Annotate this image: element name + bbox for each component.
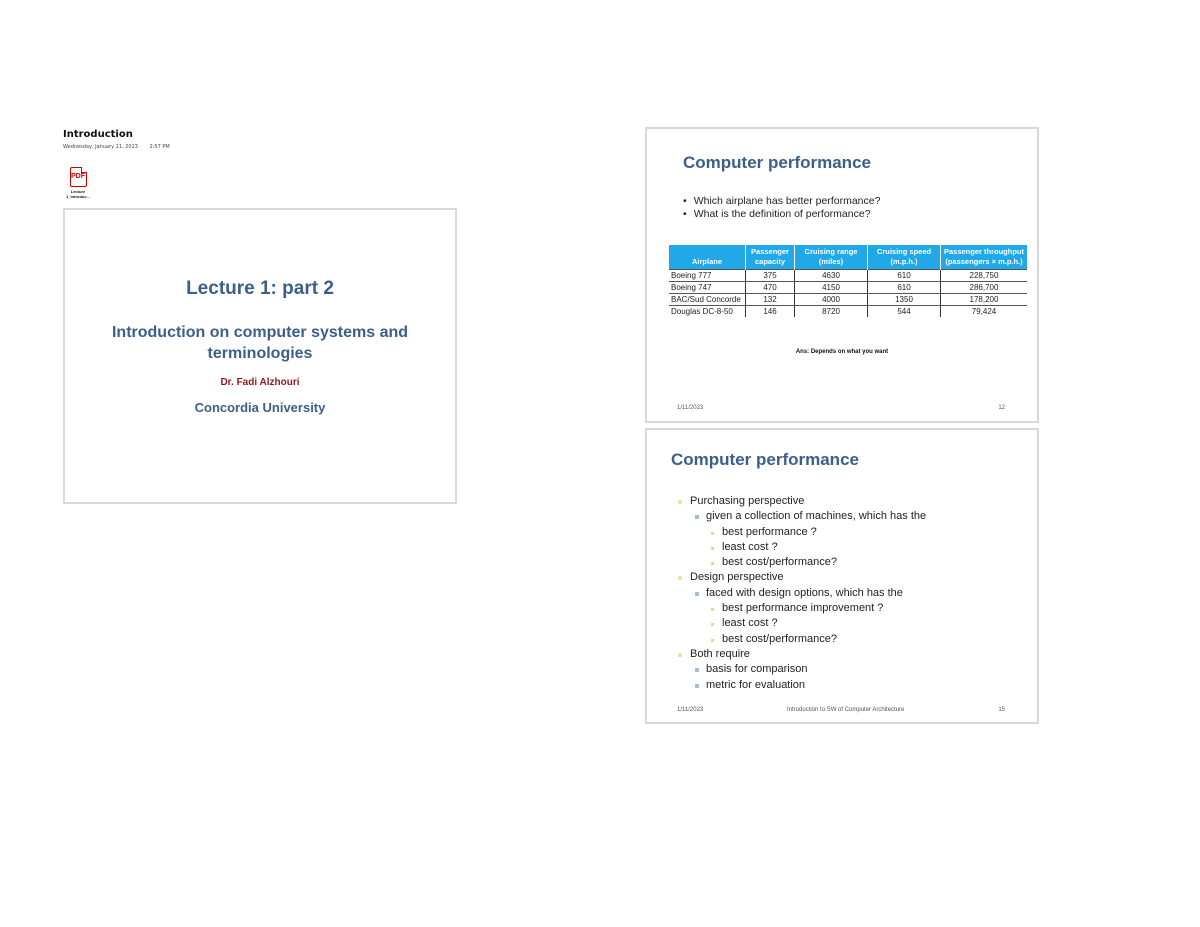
outline-text: best performance ?	[722, 525, 817, 538]
bullet-square-icon	[711, 608, 714, 611]
table-header: Passenger throughput (passengers × m.p.h.)	[941, 245, 1028, 270]
table-cell: 286,700	[941, 282, 1028, 294]
bullet-square-icon	[695, 668, 699, 672]
pdf-glyph: PDF	[71, 173, 85, 180]
table-cell: Douglas DC-8-50	[669, 306, 746, 318]
note-time: 2:57 PM	[149, 144, 170, 150]
table-cell: 178,200	[941, 294, 1028, 306]
table-row	[669, 306, 1027, 318]
table-header: Cruising range (miles)	[795, 245, 868, 270]
note-date: Wednesday, January 11, 2023	[63, 144, 138, 150]
outline-text: best cost/performance?	[722, 632, 837, 645]
slide-author: Dr. Fadi Alzhouri	[220, 377, 300, 388]
outline-item	[675, 616, 926, 631]
table-cell: 228,750	[941, 270, 1028, 282]
slide-footer-date: 1/11/2023	[677, 707, 704, 713]
table-cell: Boeing 747	[669, 282, 746, 294]
question-item: • Which airplane has better performance?	[683, 195, 880, 208]
outline-text: Purchasing perspective	[690, 495, 805, 507]
table-cell: 4150	[795, 282, 868, 294]
outline-text: best performance improvement ?	[722, 602, 884, 615]
bullet-square-icon	[711, 532, 714, 535]
table-cell: 610	[868, 270, 941, 282]
outline-text: least cost ?	[722, 617, 778, 630]
bullet-square-icon	[711, 547, 714, 550]
outline-text: Both require	[690, 647, 750, 660]
bullet-square-icon	[695, 592, 699, 596]
bullet-square-icon	[678, 576, 682, 580]
outline-text: Design perspective	[690, 571, 784, 584]
attachment-name	[63, 189, 93, 199]
table-cell: 8720	[795, 306, 868, 318]
outline-item	[675, 647, 926, 662]
table-header: Airplane	[669, 245, 746, 270]
bullet-square-icon	[711, 562, 714, 565]
outline-item	[675, 525, 926, 540]
table-header: Passenger capacity	[746, 245, 795, 270]
slide-footer-date: 1/11/2023	[677, 405, 704, 411]
slide-title: Lecture 1: part 2	[186, 278, 334, 299]
outline-item	[675, 540, 926, 555]
note-timestamp	[63, 144, 180, 150]
table-cell: BAC/Sud Concorde	[669, 294, 746, 306]
slide-page-number: 15	[998, 707, 1005, 713]
perspective-outline	[675, 494, 926, 693]
outline-item	[675, 494, 926, 509]
table-row	[669, 282, 1027, 294]
pdf-attachment[interactable]	[63, 167, 93, 199]
table-cell: 470	[746, 282, 795, 294]
table-cell: 132	[746, 294, 795, 306]
slide-page-number: 12	[998, 405, 1005, 411]
attachment-name-line1: Lecture	[70, 189, 86, 194]
answer-text: Ans: Depends on what you want	[795, 349, 889, 355]
slide-institution: Concordia University	[194, 400, 326, 415]
table-cell: 4630	[795, 270, 868, 282]
table-cell: 544	[868, 306, 941, 318]
outline-text: faced with design options, which has the	[706, 586, 903, 599]
bullet-square-icon	[678, 500, 682, 504]
outline-text: metric for evaluation	[706, 678, 806, 691]
slide-footer-course: Introduction to SW of Computer Architecture	[787, 707, 905, 713]
table-header: Cruising speed (m.p.h.)	[868, 245, 941, 270]
question-item: • What is the definition of performance?	[683, 208, 880, 221]
table-cell: 79,424	[971, 307, 997, 316]
outline-item	[675, 632, 926, 647]
airplane-table	[669, 245, 1027, 317]
outline-item	[675, 662, 926, 677]
table-cell: Boeing 777	[669, 270, 746, 282]
outline-item	[675, 586, 926, 601]
outline-text: best cost/performance?	[722, 556, 837, 569]
table-row	[669, 270, 1027, 282]
bullet-square-icon	[678, 653, 682, 657]
outline-item	[675, 555, 926, 570]
pdf-file-icon	[70, 167, 87, 187]
slide-title: Computer performance	[671, 450, 859, 469]
outline-item	[675, 678, 926, 693]
outline-item	[675, 509, 926, 524]
question-list	[683, 195, 880, 221]
table-cell: 4000	[795, 294, 868, 306]
slide-title: Computer performance	[683, 153, 871, 172]
slide-performance-perspectives	[645, 428, 1039, 724]
table-row	[669, 294, 1027, 306]
outline-item	[675, 601, 926, 616]
bullet-square-icon	[695, 684, 699, 688]
outline-text: basis for comparison	[706, 663, 808, 676]
slide-subtitle: Introduction on computer systems and terminologies	[111, 324, 409, 362]
outline-text: least cost ?	[722, 540, 778, 553]
bullet-square-icon	[711, 623, 714, 626]
attachment-name-line2: 1_Introduc...	[66, 194, 90, 199]
table-cell: 146	[746, 306, 795, 318]
slide-lecture-title	[63, 208, 457, 504]
table-cell: 610	[868, 282, 941, 294]
outline-item	[675, 570, 926, 585]
bullet-square-icon	[695, 515, 699, 519]
slide-performance-table	[645, 127, 1039, 423]
note-title: Introduction	[63, 129, 133, 140]
bullet-square-icon	[711, 639, 714, 642]
table-cell: 1350	[868, 294, 941, 306]
table-cell: 375	[746, 270, 795, 282]
outline-text: given a collection of machines, which has the	[706, 510, 927, 523]
